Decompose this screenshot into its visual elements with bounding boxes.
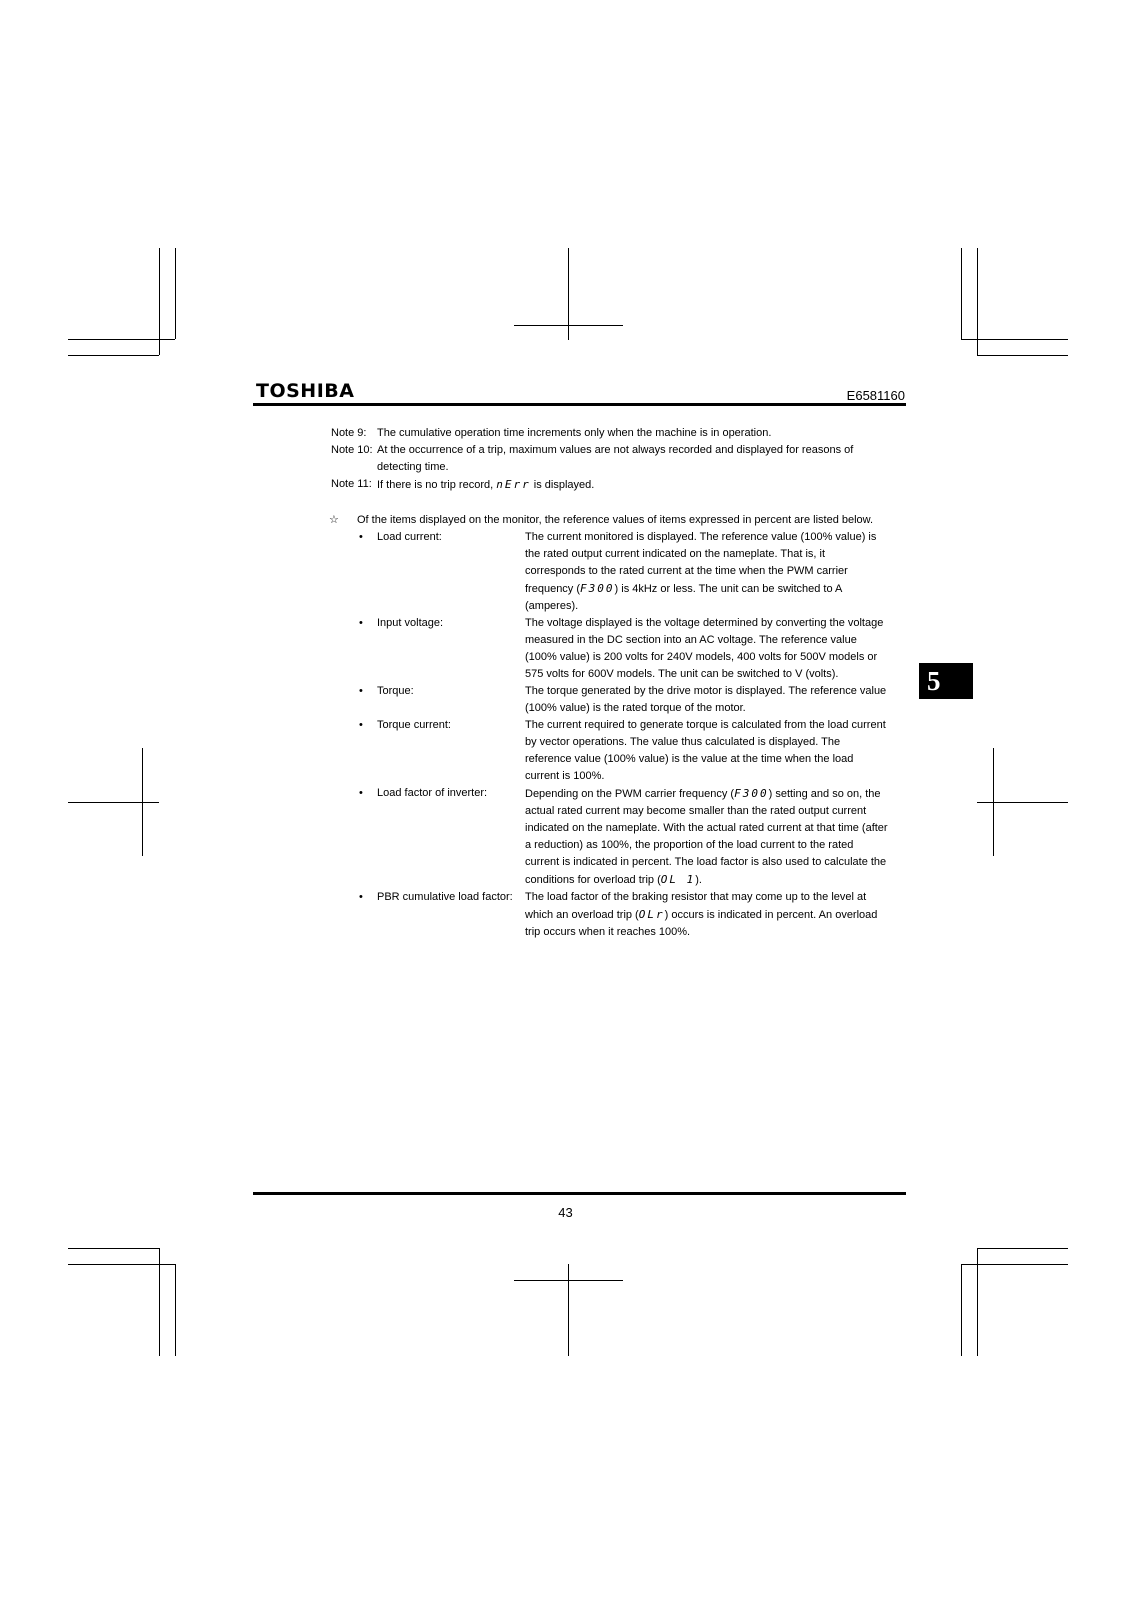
note-11 (331, 476, 911, 494)
desc-text: Depending on the PWM carrier frequency ( (525, 788, 735, 800)
desc-line: actual rated current may become smaller than the rated output current (525, 805, 867, 817)
desc-line: the rated output current indicated on the nameplate. That is, it (525, 548, 826, 560)
desc-text: conditions for overload trip ( (525, 874, 661, 886)
desc-line: The current required to generate torque is calculated from the load current (525, 719, 886, 731)
item-label: Load factor of inverter: (377, 787, 488, 799)
item-label: PBR cumulative load factor: (377, 891, 513, 903)
desc-line (525, 580, 907, 598)
list-item (357, 785, 907, 889)
desc-text: ) occurs is indicated in percent. An overload (664, 909, 878, 921)
bullet-icon: • (359, 531, 363, 543)
item-label: Input voltage: (377, 617, 444, 629)
intro-line (329, 512, 909, 529)
desc-text: frequency ( (525, 583, 581, 595)
desc-line: by vector operations. The value thus calculated is displayed. The (525, 736, 841, 748)
desc-line: reference value (100% value) is the value at the time when the load (525, 753, 854, 765)
item-description (525, 717, 907, 785)
bullet-icon: • (359, 891, 363, 903)
note-text-after: is displayed. (533, 479, 595, 491)
item-description (525, 529, 907, 615)
desc-line: The voltage displayed is the voltage determined by converting the voltage (525, 617, 884, 629)
segment-display-code: F300 (580, 582, 615, 595)
desc-line: The load factor of the braking resistor that may come up to the level at (525, 891, 867, 903)
document-code: E6581160 (846, 388, 905, 403)
desc-line: measured in the DC section into an AC voltage. The reference value (525, 634, 857, 646)
note-text: At the occurrence of a trip, maximum values are not always recorded and displayed for reasons of (377, 444, 854, 456)
note-label: Note 11: (331, 478, 372, 490)
list-item (357, 717, 907, 785)
list-item (357, 683, 907, 717)
note-10 (331, 442, 911, 459)
desc-line: trip occurs when it reaches 100%. (525, 926, 691, 938)
item-label: Load current: (377, 531, 442, 543)
desc-line: indicated on the nameplate. With the actual rated current at that time (after (525, 822, 888, 834)
desc-line: The current monitored is displayed. The reference value (100% value) is (525, 531, 877, 543)
desc-text: ) is 4kHz or less. The unit can be switched to A (614, 583, 843, 595)
note-9 (331, 425, 911, 442)
desc-line: The torque generated by the drive motor is displayed. The reference value (525, 685, 887, 697)
segment-display-code: OLr (638, 908, 665, 921)
list-item (357, 529, 907, 615)
chapter-tab: 5 (919, 663, 973, 699)
desc-line (525, 785, 907, 803)
header-rule (253, 403, 906, 406)
desc-line: (100% value) is the rated torque of the motor. (525, 702, 746, 714)
list-item (357, 615, 907, 683)
list-item (357, 889, 907, 941)
desc-line (525, 906, 907, 924)
desc-line: a reduction) as 100%, the proportion of the load current to the rated (525, 839, 854, 851)
desc-line (525, 871, 907, 889)
brand-logo: TOSHIBA (256, 380, 355, 402)
bullet-icon: • (359, 617, 363, 629)
notes-section (331, 425, 911, 494)
intro-text: Of the items displayed on the monitor, the reference values of items expressed in percent are listed below. (357, 514, 874, 526)
page-number: 43 (558, 1205, 573, 1220)
item-label: Torque: (377, 685, 414, 697)
desc-text: ). (695, 874, 702, 886)
note-10-continuation: detecting time. (377, 461, 449, 473)
star-icon: ☆ (329, 514, 339, 526)
item-description (525, 785, 907, 889)
note-text: The cumulative operation time increments only when the machine is in operation. (377, 427, 772, 439)
note-label: Note 9: (331, 427, 367, 439)
segment-display-code: nErr (496, 478, 531, 491)
desc-line: corresponds to the rated current at the time when the PWM carrier (525, 565, 848, 577)
footer-rule (253, 1192, 906, 1195)
desc-line: current is 100%. (525, 770, 605, 782)
item-description (525, 615, 907, 683)
desc-text: ) setting and so on, the (768, 788, 881, 800)
note-label: Note 10: (331, 444, 373, 456)
desc-line: (amperes). (525, 600, 579, 612)
item-label: Torque current: (377, 719, 451, 731)
desc-line: current is indicated in percent. The load factor is also used to calculate the (525, 856, 887, 868)
bullet-icon: • (359, 787, 363, 799)
desc-line: (100% value) is 200 volts for 240V models, 400 volts for 500V models or (525, 651, 878, 663)
segment-display-code: F300 (734, 787, 769, 800)
note-text-before: If there is no trip record, (377, 479, 494, 491)
desc-line: 575 volts for 600V models. The unit can be switched to V (volts). (525, 668, 839, 680)
item-description (525, 683, 907, 717)
reference-values-list (357, 529, 907, 941)
segment-display-code: OL 1 (660, 873, 696, 886)
item-description (525, 889, 907, 941)
note-text (377, 476, 911, 494)
bullet-icon: • (359, 719, 363, 731)
bullet-icon: • (359, 685, 363, 697)
desc-text: which an overload trip ( (525, 909, 639, 921)
